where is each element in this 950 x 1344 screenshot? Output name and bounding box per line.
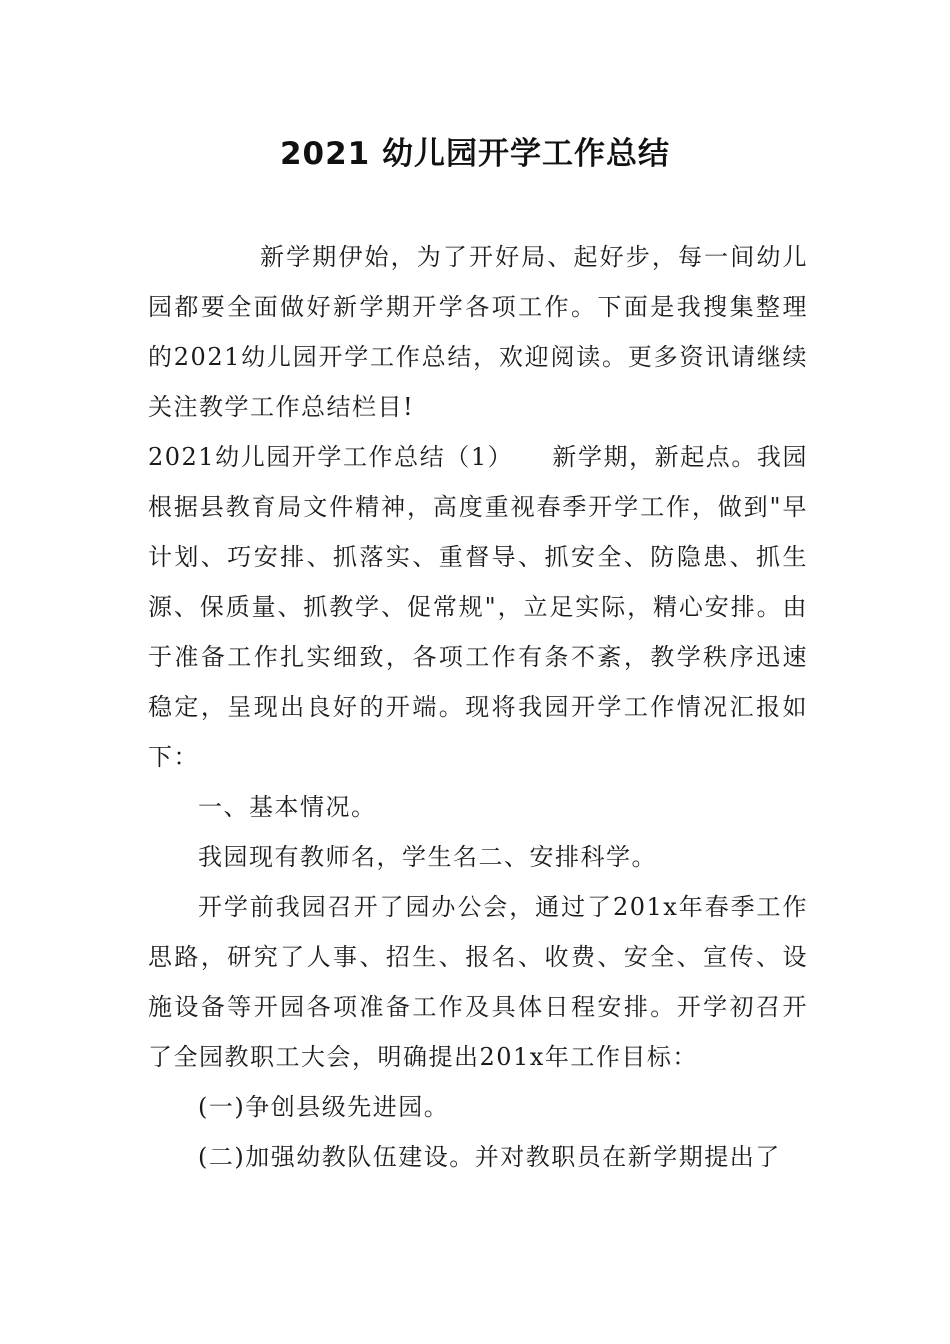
document-body bbox=[148, 232, 808, 1182]
document-title: 2021 幼儿园开学工作总结 bbox=[279, 136, 671, 172]
meeting-paragraph: 开学前我园召开了园办公会，通过了201x年春季工作思路，研究了人事、招生、报名、收费、安全、宣传、设施设备等开园各项准备工作及具体日程安排。开学初召开了全园教职工大会，明确提出201x年工作目标： bbox=[148, 893, 808, 1071]
staff-paragraph: 我园现有教师名，学生名二、安排科学。 bbox=[198, 843, 657, 871]
goal-item-1: (一)争创县级先进园。 bbox=[198, 1093, 450, 1121]
goal-item-2: (二)加强幼教队伍建设。并对教职员在新学期提出了 bbox=[198, 1143, 781, 1171]
heading-basic-situation: 一、基本情况。 bbox=[198, 793, 377, 821]
intro-paragraph: 新学期伊始，为了开好局、起好步，每一间幼儿园都要全面做好新学期开学各项工作。下面是我搜集整理的2021幼儿园开学工作总结，欢迎阅读。更多资讯请继续关注教学工作总结栏目! bbox=[148, 243, 808, 421]
section-1-paragraph: 2021幼儿园开学工作总结（1） 新学期，新起点。我园根据县教育局文件精神，高度重视春季开学工作，做到"早计划、巧安排、抓落实、重督导、抓安全、防隐患、抓生源、保质量、抓教学、促常规"，立足实际，精心安排。由于准备工作扎实细致，各项工作有条不紊，教学秩序迅速稳定，呈现出良好的开端。现将我园开学工作情况汇报如下： bbox=[148, 443, 808, 771]
